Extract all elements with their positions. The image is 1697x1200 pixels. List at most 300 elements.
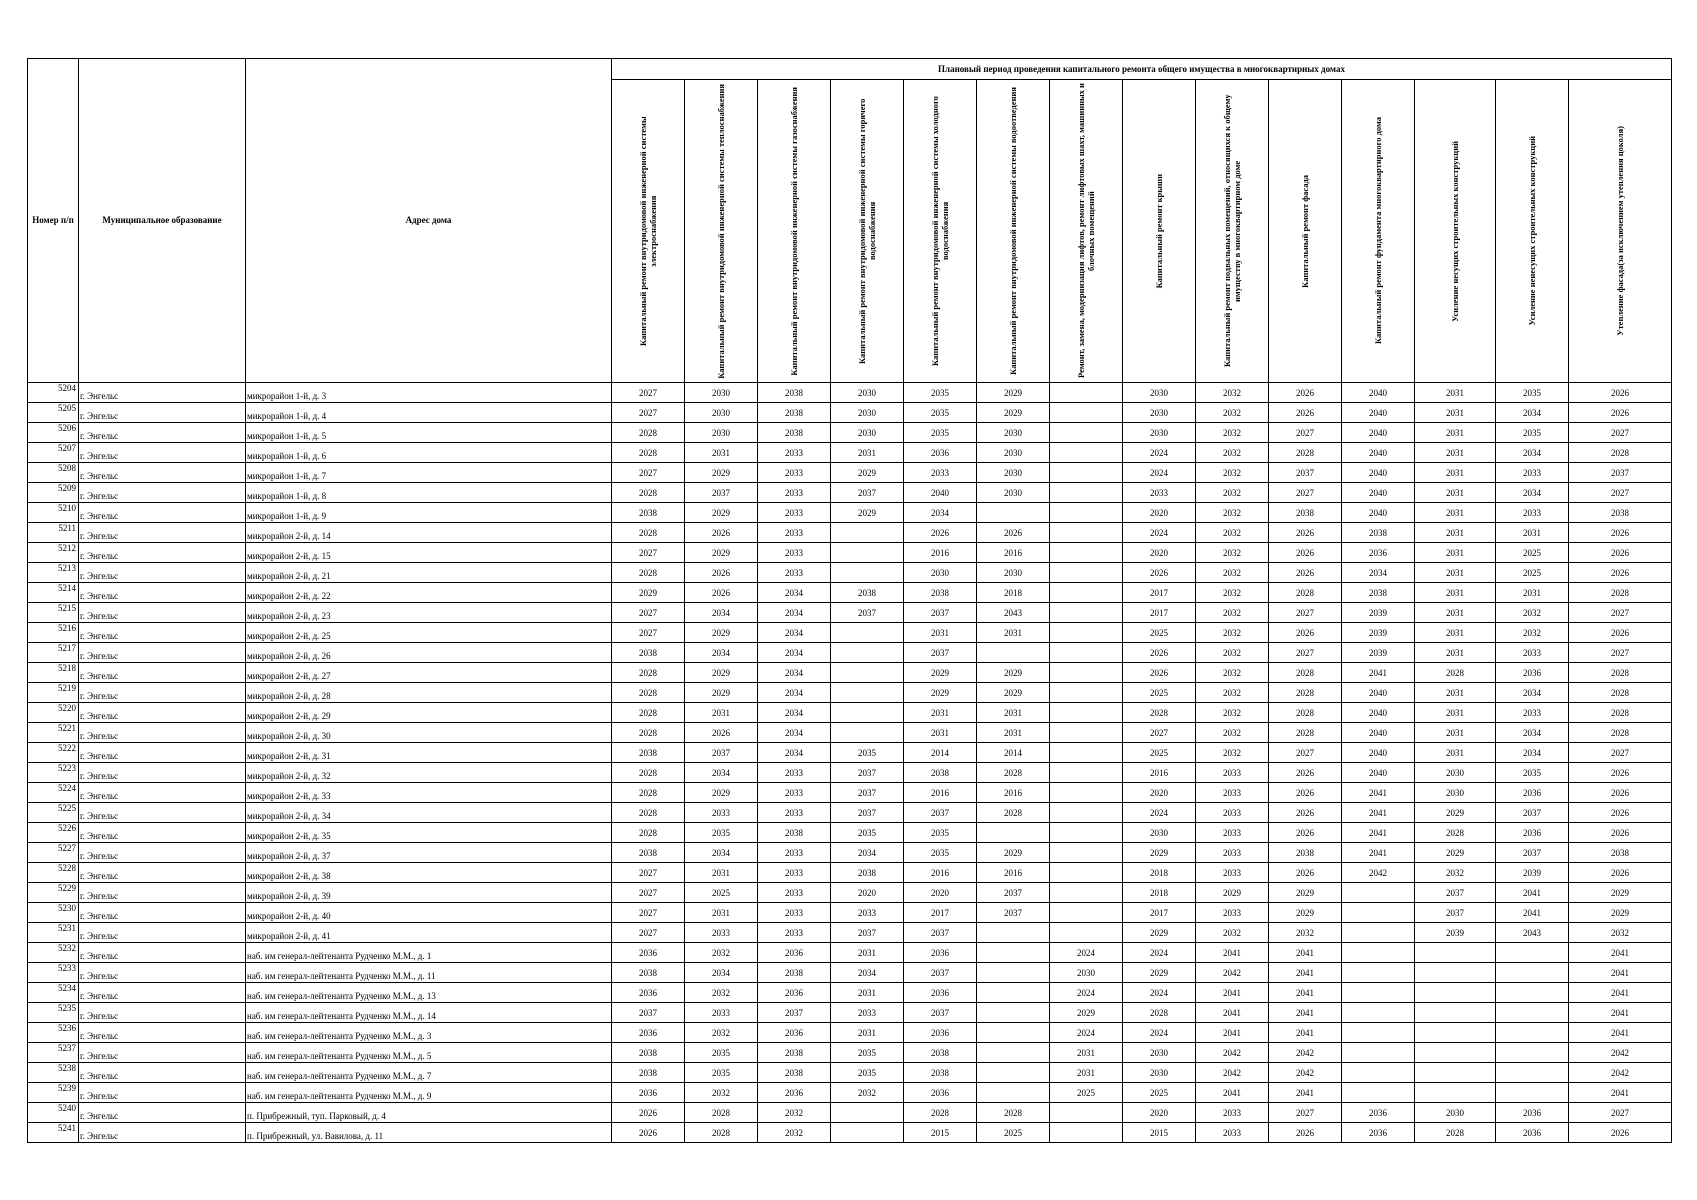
year-cell: 2028: [612, 823, 685, 843]
year-cell: 2036: [758, 1023, 831, 1043]
table-row: [28, 1043, 1672, 1063]
year-cell: 2028: [1269, 443, 1342, 463]
year-cell: 2029: [1123, 963, 1196, 983]
year-cell: 2027: [612, 383, 685, 403]
municipality-cell: г. Энгельс: [79, 723, 246, 743]
year-cell: 2041: [1269, 963, 1342, 983]
year-cell: 2027: [1569, 423, 1672, 443]
address-cell: микрорайон 1-й, д. 4: [246, 403, 612, 423]
year-cell: 2026: [904, 523, 977, 543]
year-cell: 2031: [1496, 523, 1569, 543]
address-cell: микрорайон 2-й, д. 23: [246, 603, 612, 623]
header-work-13: [1496, 80, 1569, 383]
address-cell: микрорайон 1-й, д. 7: [246, 463, 612, 483]
year-cell: 2033: [1496, 643, 1569, 663]
year-cell: 2041: [1569, 963, 1672, 983]
year-cell: 2025: [1496, 563, 1569, 583]
year-cell: 2035: [1496, 423, 1569, 443]
year-cell: 2038: [1269, 843, 1342, 863]
year-cell: [1415, 1083, 1496, 1103]
year-cell: 2034: [758, 603, 831, 623]
year-cell: [1415, 1003, 1496, 1023]
year-cell: 2033: [685, 923, 758, 943]
year-cell: 2029: [977, 403, 1050, 423]
header-work-4: [831, 80, 904, 383]
address-cell: микрорайон 2-й, д. 38: [246, 863, 612, 883]
year-cell: 2032: [1196, 563, 1269, 583]
year-cell: [1342, 1063, 1415, 1083]
year-cell: [1342, 1023, 1415, 1043]
table-row: [28, 543, 1672, 563]
year-cell: 2028: [612, 563, 685, 583]
year-cell: 2030: [1123, 1043, 1196, 1063]
year-cell: 2016: [1123, 763, 1196, 783]
year-cell: 2028: [1269, 583, 1342, 603]
year-cell: 2026: [1269, 563, 1342, 583]
address-cell: микрорайон 2-й, д. 37: [246, 843, 612, 863]
row-number: 5229: [28, 883, 79, 903]
table-row: [28, 683, 1672, 703]
year-cell: 2038: [904, 1063, 977, 1083]
year-cell: 2036: [1496, 1123, 1569, 1143]
year-cell: 2032: [1196, 383, 1269, 403]
row-number: 5240: [28, 1103, 79, 1123]
year-cell: 2036: [1496, 663, 1569, 683]
header-work-label: Утепление фасада(за исключением утепления цоколя): [1615, 126, 1625, 336]
row-number: 5226: [28, 823, 79, 843]
address-cell: наб. им генерал-лейтенанта Рудченко М.М., д. 3: [246, 1023, 612, 1043]
year-cell: 2035: [831, 823, 904, 843]
row-number: 5222: [28, 743, 79, 763]
year-cell: 2027: [612, 903, 685, 923]
year-cell: 2034: [685, 963, 758, 983]
year-cell: 2041: [1496, 903, 1569, 923]
year-cell: 2026: [685, 523, 758, 543]
row-number: 5210: [28, 503, 79, 523]
header-number: Номер п/п: [28, 59, 79, 383]
year-cell: 2031: [1415, 383, 1496, 403]
municipality-cell: г. Энгельс: [79, 663, 246, 683]
year-cell: 2038: [758, 423, 831, 443]
year-cell: 2031: [1415, 603, 1496, 623]
year-cell: 2036: [1496, 823, 1569, 843]
year-cell: [831, 623, 904, 643]
year-cell: 2017: [1123, 583, 1196, 603]
year-cell: 2031: [1415, 483, 1496, 503]
row-number: 5232: [28, 943, 79, 963]
year-cell: 2033: [1196, 783, 1269, 803]
year-cell: 2026: [1269, 543, 1342, 563]
year-cell: 2016: [904, 783, 977, 803]
header-work-8: [1123, 80, 1196, 383]
year-cell: 2016: [977, 783, 1050, 803]
year-cell: 2038: [1269, 503, 1342, 523]
year-cell: 2037: [685, 483, 758, 503]
year-cell: 2026: [1269, 403, 1342, 423]
year-cell: [977, 983, 1050, 1003]
year-cell: 2034: [1496, 403, 1569, 423]
address-cell: микрорайон 2-й, д. 35: [246, 823, 612, 843]
row-number: 5241: [28, 1123, 79, 1143]
year-cell: 2032: [1196, 743, 1269, 763]
table-row: [28, 1103, 1672, 1123]
year-cell: 2042: [1569, 1043, 1672, 1063]
year-cell: 2025: [1050, 1083, 1123, 1103]
year-cell: 2026: [1569, 523, 1672, 543]
year-cell: 2041: [1196, 1083, 1269, 1103]
year-cell: 2029: [685, 623, 758, 643]
year-cell: 2029: [977, 843, 1050, 863]
year-cell: 2029: [1123, 923, 1196, 943]
year-cell: 2026: [977, 523, 1050, 543]
year-cell: 2026: [1269, 383, 1342, 403]
year-cell: 2026: [1123, 563, 1196, 583]
year-cell: 2035: [904, 823, 977, 843]
year-cell: 2035: [904, 423, 977, 443]
year-cell: 2026: [1569, 403, 1672, 423]
year-cell: 2026: [1123, 663, 1196, 683]
year-cell: [977, 923, 1050, 943]
year-cell: 2040: [1342, 483, 1415, 503]
year-cell: 2033: [1196, 1103, 1269, 1123]
address-cell: микрорайон 2-й, д. 33: [246, 783, 612, 803]
year-cell: 2025: [1496, 543, 1569, 563]
year-cell: 2032: [831, 1083, 904, 1103]
year-cell: 2027: [612, 603, 685, 623]
year-cell: 2030: [685, 423, 758, 443]
table-row: [28, 1003, 1672, 1023]
municipality-cell: г. Энгельс: [79, 583, 246, 603]
year-cell: 2036: [1342, 1123, 1415, 1143]
year-cell: 2031: [685, 443, 758, 463]
year-cell: 2027: [612, 463, 685, 483]
municipality-cell: г. Энгельс: [79, 1103, 246, 1123]
year-cell: [1050, 523, 1123, 543]
municipality-cell: г. Энгельс: [79, 743, 246, 763]
table-row: [28, 583, 1672, 603]
year-cell: 2038: [1342, 523, 1415, 543]
row-number: 5224: [28, 783, 79, 803]
year-cell: 2041: [1569, 1023, 1672, 1043]
year-cell: 2030: [1415, 783, 1496, 803]
municipality-cell: г. Энгельс: [79, 823, 246, 843]
year-cell: 2032: [685, 1083, 758, 1103]
year-cell: 2032: [685, 943, 758, 963]
year-cell: 2028: [1569, 683, 1672, 703]
year-cell: 2028: [1269, 663, 1342, 683]
year-cell: 2037: [1496, 803, 1569, 823]
year-cell: 2034: [685, 603, 758, 623]
address-cell: микрорайон 2-й, д. 28: [246, 683, 612, 703]
year-cell: 2027: [1269, 1103, 1342, 1123]
document-page: [27, 58, 1672, 1143]
year-cell: 2029: [685, 463, 758, 483]
year-cell: 2028: [612, 723, 685, 743]
address-cell: микрорайон 1-й, д. 3: [246, 383, 612, 403]
year-cell: 2033: [758, 523, 831, 543]
table-row: [28, 463, 1672, 483]
year-cell: 2038: [612, 1043, 685, 1063]
year-cell: 2031: [1415, 743, 1496, 763]
year-cell: 2031: [1415, 623, 1496, 643]
year-cell: 2041: [1342, 783, 1415, 803]
year-cell: 2036: [758, 1083, 831, 1103]
year-cell: [831, 1123, 904, 1143]
year-cell: 2036: [758, 983, 831, 1003]
year-cell: 2032: [1196, 503, 1269, 523]
year-cell: [1050, 883, 1123, 903]
address-cell: микрорайон 2-й, д. 32: [246, 763, 612, 783]
year-cell: 2031: [1415, 503, 1496, 523]
year-cell: 2034: [1496, 443, 1569, 463]
year-cell: 2027: [612, 543, 685, 563]
year-cell: 2031: [831, 1023, 904, 1043]
year-cell: 2038: [758, 1063, 831, 1083]
year-cell: 2032: [1196, 423, 1269, 443]
year-cell: [831, 643, 904, 663]
row-number: 5207: [28, 443, 79, 463]
year-cell: 2027: [1569, 743, 1672, 763]
year-cell: 2015: [904, 1123, 977, 1143]
year-cell: 2035: [831, 1063, 904, 1083]
year-cell: 2032: [1496, 603, 1569, 623]
year-cell: 2032: [1196, 703, 1269, 723]
row-number: 5228: [28, 863, 79, 883]
year-cell: 2032: [1196, 443, 1269, 463]
year-cell: 2026: [1569, 1123, 1672, 1143]
year-cell: 2026: [612, 1123, 685, 1143]
row-number: 5215: [28, 603, 79, 623]
row-number: 5225: [28, 803, 79, 823]
municipality-cell: г. Энгельс: [79, 463, 246, 483]
year-cell: [831, 1103, 904, 1123]
year-cell: [1050, 783, 1123, 803]
year-cell: 2034: [685, 843, 758, 863]
year-cell: 2034: [1496, 483, 1569, 503]
table-row: [28, 1123, 1672, 1143]
year-cell: 2027: [1269, 483, 1342, 503]
table-row: [28, 623, 1672, 643]
municipality-cell: г. Энгельс: [79, 903, 246, 923]
header-municipality: Муниципальное образование: [79, 59, 246, 383]
year-cell: 2034: [685, 643, 758, 663]
year-cell: 2041: [1269, 943, 1342, 963]
year-cell: 2033: [758, 803, 831, 823]
year-cell: [1342, 903, 1415, 923]
year-cell: 2024: [1050, 943, 1123, 963]
table-row: [28, 783, 1672, 803]
year-cell: [1050, 623, 1123, 643]
row-number: 5211: [28, 523, 79, 543]
year-cell: 2020: [1123, 783, 1196, 803]
year-cell: 2026: [1269, 1123, 1342, 1143]
year-cell: 2028: [612, 703, 685, 723]
year-cell: 2037: [1569, 463, 1672, 483]
year-cell: 2032: [1196, 463, 1269, 483]
municipality-cell: г. Энгельс: [79, 523, 246, 543]
year-cell: [831, 663, 904, 683]
year-cell: 2016: [904, 863, 977, 883]
year-cell: [1050, 703, 1123, 723]
year-cell: 2030: [977, 423, 1050, 443]
year-cell: [1050, 583, 1123, 603]
year-cell: 2034: [758, 743, 831, 763]
year-cell: 2037: [977, 883, 1050, 903]
year-cell: 2026: [1569, 383, 1672, 403]
year-cell: 2034: [1496, 683, 1569, 703]
table-row: [28, 883, 1672, 903]
year-cell: 2030: [1123, 403, 1196, 423]
year-cell: 2028: [1569, 583, 1672, 603]
year-cell: 2029: [977, 683, 1050, 703]
year-cell: 2033: [758, 543, 831, 563]
year-cell: 2029: [904, 663, 977, 683]
year-cell: 2031: [1415, 703, 1496, 723]
year-cell: 2029: [831, 463, 904, 483]
year-cell: 2028: [977, 763, 1050, 783]
year-cell: 2030: [977, 483, 1050, 503]
year-cell: 2036: [904, 983, 977, 1003]
year-cell: 2041: [1342, 823, 1415, 843]
table-row: [28, 963, 1672, 983]
year-cell: 2032: [758, 1123, 831, 1143]
year-cell: [977, 1083, 1050, 1103]
municipality-cell: г. Энгельс: [79, 863, 246, 883]
year-cell: 2029: [1569, 883, 1672, 903]
year-cell: 2017: [1123, 603, 1196, 623]
year-cell: 2038: [904, 763, 977, 783]
year-cell: [1342, 923, 1415, 943]
year-cell: 2014: [904, 743, 977, 763]
row-number: 5216: [28, 623, 79, 643]
year-cell: [1050, 463, 1123, 483]
row-number: 5234: [28, 983, 79, 1003]
municipality-cell: г. Энгельс: [79, 1123, 246, 1143]
row-number: 5214: [28, 583, 79, 603]
year-cell: 2028: [685, 1123, 758, 1143]
year-cell: 2028: [1415, 823, 1496, 843]
year-cell: 2029: [612, 583, 685, 603]
header-work-label: Капитальный ремонт фундамента многоквартирного дома: [1373, 117, 1383, 345]
year-cell: 2033: [758, 903, 831, 923]
header-work-7: [1050, 80, 1123, 383]
year-cell: 2034: [1496, 743, 1569, 763]
year-cell: 2033: [758, 483, 831, 503]
year-cell: 2027: [612, 403, 685, 423]
row-number: 5205: [28, 403, 79, 423]
year-cell: 2041: [1342, 843, 1415, 863]
year-cell: 2036: [904, 443, 977, 463]
year-cell: 2033: [685, 1003, 758, 1023]
year-cell: 2041: [1196, 1023, 1269, 1043]
municipality-cell: г. Энгельс: [79, 803, 246, 823]
table-row: [28, 703, 1672, 723]
year-cell: 2042: [1342, 863, 1415, 883]
municipality-cell: г. Энгельс: [79, 1063, 246, 1083]
year-cell: 2028: [1415, 1123, 1496, 1143]
year-cell: 2026: [1569, 563, 1672, 583]
year-cell: 2026: [1269, 523, 1342, 543]
year-cell: 2041: [1569, 943, 1672, 963]
year-cell: 2038: [612, 963, 685, 983]
header-work-11: [1342, 80, 1415, 383]
table-row: [28, 903, 1672, 923]
address-cell: микрорайон 2-й, д. 25: [246, 623, 612, 643]
header-period: Плановый период проведения капитального ремонта общего имущества в многоквартирных домах: [612, 59, 1672, 80]
year-cell: 2037: [904, 643, 977, 663]
year-cell: 2027: [612, 883, 685, 903]
table-row: [28, 843, 1672, 863]
header-work-label: Усиление несущих строительных конструкций: [1450, 140, 1460, 322]
year-cell: 2024: [1050, 1023, 1123, 1043]
year-cell: [1342, 883, 1415, 903]
year-cell: 2040: [1342, 443, 1415, 463]
municipality-cell: г. Энгельс: [79, 923, 246, 943]
year-cell: 2037: [831, 483, 904, 503]
year-cell: 2035: [685, 823, 758, 843]
year-cell: 2029: [685, 543, 758, 563]
year-cell: [1050, 643, 1123, 663]
year-cell: 2036: [612, 943, 685, 963]
municipality-cell: г. Энгельс: [79, 843, 246, 863]
year-cell: 2031: [685, 703, 758, 723]
year-cell: 2033: [758, 783, 831, 803]
address-cell: микрорайон 2-й, д. 22: [246, 583, 612, 603]
year-cell: 2038: [612, 643, 685, 663]
year-cell: [1496, 983, 1569, 1003]
year-cell: 2032: [1196, 723, 1269, 743]
year-cell: [1050, 1123, 1123, 1143]
year-cell: 2041: [1342, 803, 1415, 823]
year-cell: 2026: [1569, 543, 1672, 563]
table-row: [28, 1083, 1672, 1103]
table-row: [28, 743, 1672, 763]
year-cell: 2038: [612, 743, 685, 763]
year-cell: 2028: [612, 443, 685, 463]
year-cell: 2038: [758, 1043, 831, 1063]
year-cell: [1342, 943, 1415, 963]
year-cell: 2041: [1269, 1023, 1342, 1043]
municipality-cell: г. Энгельс: [79, 783, 246, 803]
year-cell: 2030: [977, 563, 1050, 583]
year-cell: 2033: [758, 463, 831, 483]
year-cell: 2036: [1496, 783, 1569, 803]
year-cell: [1342, 1043, 1415, 1063]
year-cell: 2032: [1196, 923, 1269, 943]
year-cell: 2032: [1196, 683, 1269, 703]
year-cell: 2030: [1415, 763, 1496, 783]
header-work-label: Капитальный ремонт крыши: [1154, 173, 1164, 289]
year-cell: 2029: [685, 503, 758, 523]
year-cell: 2027: [1269, 423, 1342, 443]
year-cell: 2024: [1123, 443, 1196, 463]
year-cell: 2042: [1269, 1043, 1342, 1063]
year-cell: 2024: [1123, 983, 1196, 1003]
year-cell: 2026: [1569, 863, 1672, 883]
year-cell: 2024: [1123, 523, 1196, 543]
municipality-cell: г. Энгельс: [79, 983, 246, 1003]
header-work-3: [758, 80, 831, 383]
year-cell: 2034: [758, 683, 831, 703]
year-cell: 2032: [1415, 863, 1496, 883]
table-row: [28, 443, 1672, 463]
year-cell: 2028: [1269, 683, 1342, 703]
year-cell: 2039: [1342, 643, 1415, 663]
header-work-label: Капитальный ремонт внутридомовой инженерной системы теплоснабжения: [716, 83, 726, 379]
year-cell: 2018: [1123, 883, 1196, 903]
year-cell: 2028: [612, 663, 685, 683]
year-cell: 2037: [904, 1003, 977, 1023]
